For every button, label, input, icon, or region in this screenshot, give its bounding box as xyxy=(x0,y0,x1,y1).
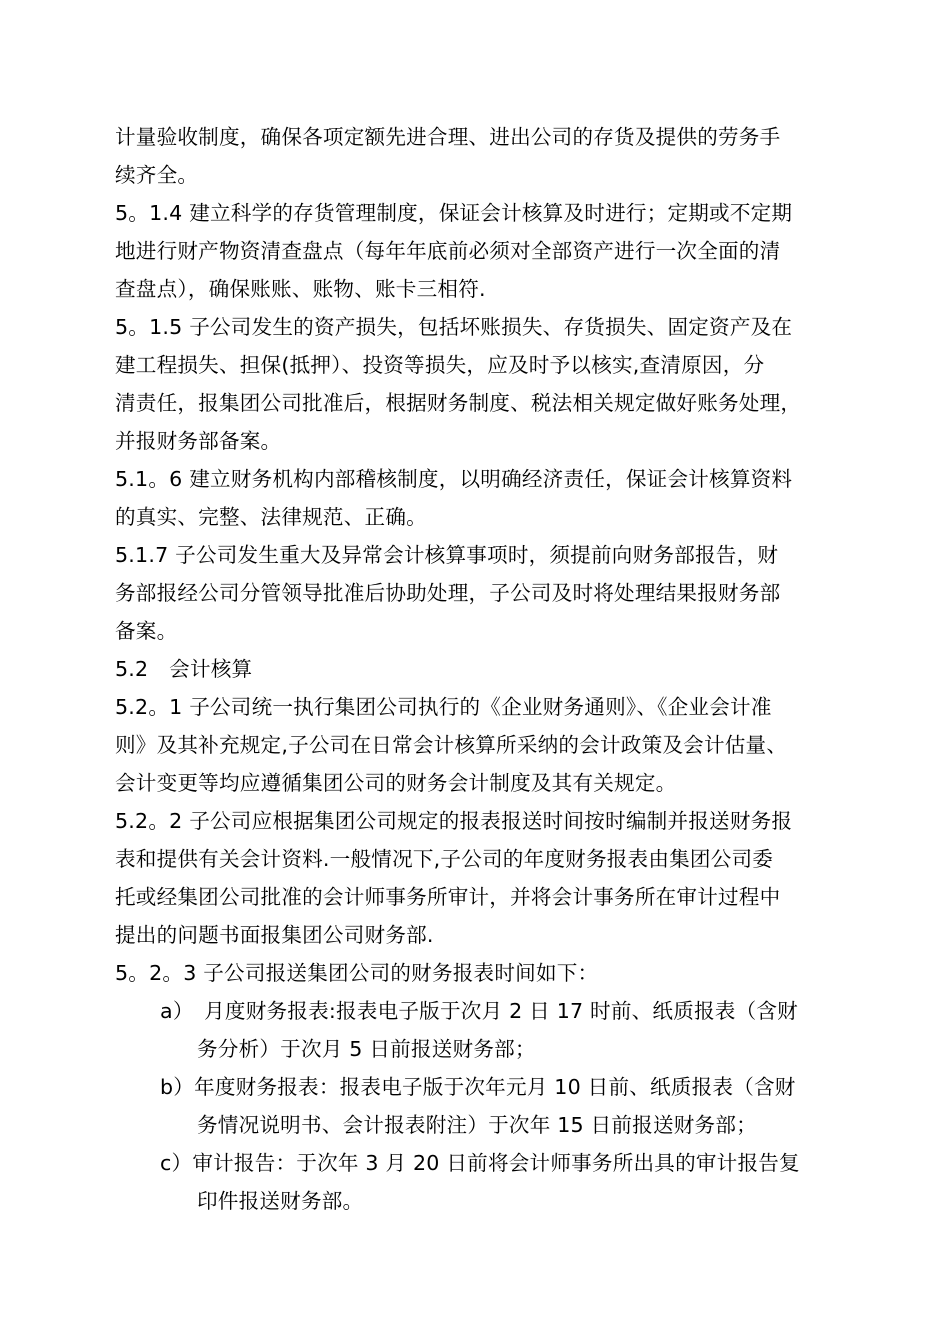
text-line: 表和提供有关会计资料.一般情况下,子公司的年度财务报表由集团公司委 xyxy=(115,847,774,871)
text-line: 务情况说明书、会计报表附注）于次年 15 日前报送财务部； xyxy=(197,1113,757,1137)
text-line: 则》及其补充规定,子公司在日常会计核算所采纳的会计政策及会计估量、 xyxy=(115,733,788,757)
clause-5-2-3: 5。2。3 子公司报送集团公司的财务报表时间如下： xyxy=(115,961,599,985)
text-line: 清责任，报集团公司批准后，根据财务制度、税法相关规定做好账务处理， xyxy=(115,391,802,415)
clause-5-1-7: 5.1.7 子公司发生重大及异常会计核算事项时，须提前向财务部报告，财 xyxy=(115,543,779,567)
text-line: 计量验收制度，确保各项定额先进合理、进出公司的存货及提供的劳务手 xyxy=(115,125,781,149)
text-line: 托或经集团公司批准的会计师事务所审计，并将会计事务所在审计过程中 xyxy=(115,885,781,909)
clause-5-2-2: 5.2。2 子公司应根据集团公司规定的报表报送时间按时编制并报送财务报 xyxy=(115,809,793,833)
clause-5-1-4: 5。1.4 建立科学的存货管理制度，保证会计核算及时进行；定期或不定期 xyxy=(115,201,793,225)
text-line: 建工程损失、担保(抵押）、投资等损失，应及时予以核实,查清原因，分 xyxy=(115,353,765,377)
text-line: 务分析）于次月 5 日前报送财务部； xyxy=(197,1037,536,1061)
text-line: 务部报经公司分管领导批准后协助处理，子公司及时将处理结果报财务部 xyxy=(115,581,781,605)
list-item-b: b）年度财务报表：报表电子版于次年元月 10 日前、纸质报表（含财 xyxy=(160,1075,796,1099)
list-item-a: a） 月度财务报表:报表电子版于次月 2 日 17 时前、纸质报表（含财 xyxy=(160,999,798,1023)
text-line: 并报财务部备案。 xyxy=(115,429,282,453)
text-line: 续齐全。 xyxy=(115,163,199,187)
text-line: 查盘点），确保账账、账物、账卡三相符. xyxy=(115,277,486,301)
text-line: 提出的问题书面报集团公司财务部. xyxy=(115,923,434,947)
list-item-c: c）审计报告：于次年 3 月 20 日前将会计师事务所出具的审计报告复 xyxy=(160,1151,800,1175)
text-line: 的真实、完整、法律规范、正确。 xyxy=(115,505,427,529)
clause-5-2-1: 5.2。1 子公司统一执行集团公司执行的《企业财务通则》、《企业会计准 xyxy=(115,695,772,719)
section-heading-5-2: 5.2 会计核算 xyxy=(115,657,253,681)
text-line: 印件报送财务部。 xyxy=(197,1189,364,1213)
clause-5-1-6: 5.1。6 建立财务机构内部稽核制度，以明确经济责任，保证会计核算资料 xyxy=(115,467,793,491)
text-line: 会计变更等均应遵循集团公司的财务会计制度及其有关规定。 xyxy=(115,771,677,795)
text-line: 地进行财产物资清查盘点（每年年底前必须对全部资产进行一次全面的清 xyxy=(115,239,781,263)
text-line: 备案。 xyxy=(115,619,178,643)
clause-5-1-5: 5。1.5 子公司发生的资产损失，包括坏账损失、存货损失、固定资产及在 xyxy=(115,315,793,339)
document-body xyxy=(115,118,840,1220)
